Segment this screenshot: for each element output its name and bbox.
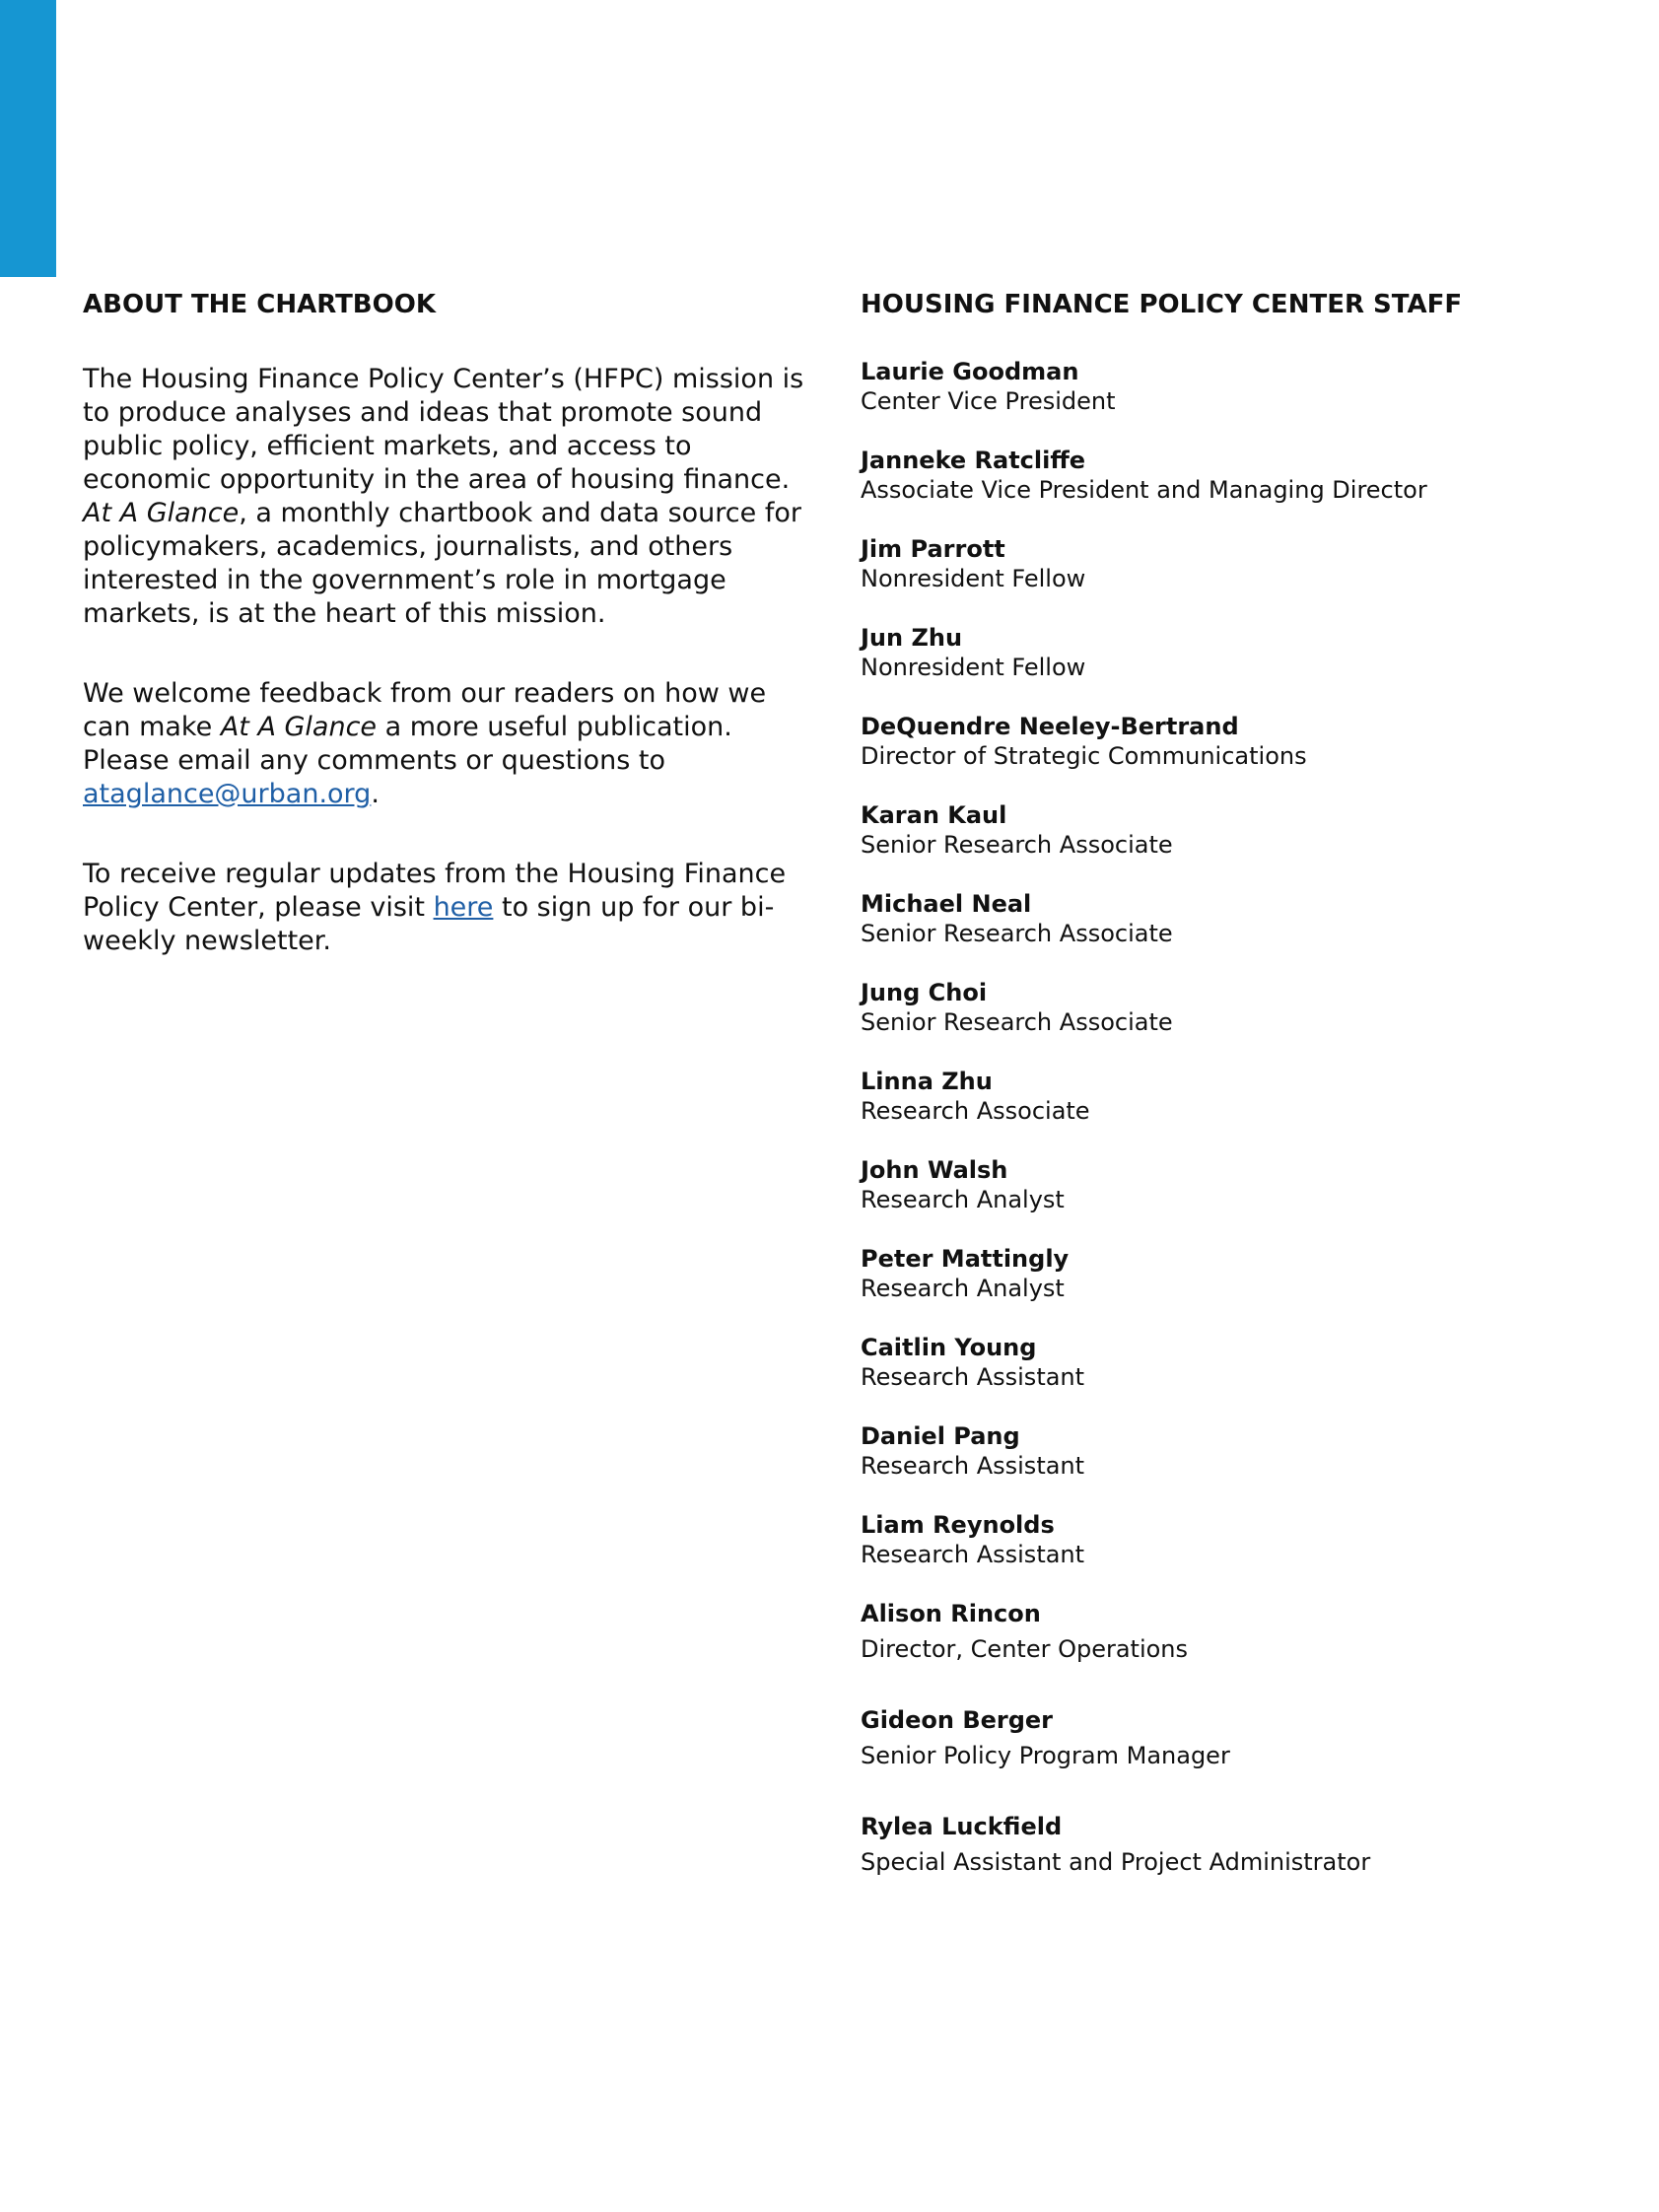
staff-title: Director, Center Operations	[861, 1635, 1189, 1663]
feedback-text-middle: a more useful publication. Please email any comments or questions to	[83, 712, 732, 776]
staff-name: Linna Zhu	[861, 1068, 993, 1095]
staff-name: Alison Rincon	[861, 1600, 1041, 1627]
staff-member	[861, 889, 1610, 978]
staff-member	[861, 1155, 1610, 1244]
about-paragraph-newsletter	[83, 858, 812, 958]
publication-name: At A Glance	[220, 712, 378, 742]
staff-member	[861, 446, 1610, 534]
staff-section	[861, 288, 1610, 1918]
staff-title: Special Assistant and Project Administrator	[861, 1848, 1371, 1876]
staff-name: Rylea Luckfield	[861, 1813, 1063, 1840]
staff-title: Center Vice President	[861, 387, 1116, 415]
staff-member	[861, 712, 1610, 800]
staff-name: Janneke Ratcliffe	[861, 447, 1086, 474]
staff-member	[861, 978, 1610, 1067]
staff-title: Research Analyst	[861, 1275, 1065, 1302]
staff-member	[861, 1333, 1610, 1421]
staff-name: Caitlin Young	[861, 1334, 1037, 1361]
staff-name: Jung Choi	[861, 979, 988, 1006]
staff-member	[861, 357, 1610, 446]
staff-name: Karan Kaul	[861, 801, 1007, 829]
staff-member	[861, 534, 1610, 623]
accent-bar	[0, 0, 56, 277]
staff-title: Research Assistant	[861, 1541, 1085, 1568]
staff-member	[861, 1599, 1610, 1705]
staff-title: Research Assistant	[861, 1452, 1085, 1480]
staff-name: Liam Reynolds	[861, 1511, 1055, 1539]
mission-text-end: , a monthly chartbook and data source for policymakers, academics, journalists, and others interested in the government’s role in mortgage markets, is at the heart of this mission.	[83, 498, 801, 629]
publication-name: At A Glance	[83, 498, 240, 528]
about-paragraph-mission	[83, 363, 812, 631]
staff-member	[861, 1705, 1610, 1812]
email-link[interactable]: ataglance@urban.org	[83, 779, 372, 809]
staff-title: Associate Vice President and Managing Director	[861, 476, 1427, 504]
staff-member	[861, 1510, 1610, 1599]
staff-member	[861, 1067, 1610, 1155]
staff-name: John Walsh	[861, 1156, 1008, 1184]
staff-title: Research Assistant	[861, 1363, 1085, 1391]
about-heading: ABOUT THE CHARTBOOK	[83, 290, 436, 319]
staff-list	[861, 357, 1610, 1918]
staff-name: Michael Neal	[861, 890, 1032, 918]
staff-heading: HOUSING FINANCE POLICY CENTER STAFF	[861, 290, 1463, 319]
feedback-text-end: .	[371, 779, 380, 809]
staff-title: Senior Research Associate	[861, 831, 1173, 859]
newsletter-signup-link[interactable]: here	[433, 892, 494, 923]
staff-title: Nonresident Fellow	[861, 654, 1086, 681]
staff-title: Director of Strategic Communications	[861, 742, 1307, 770]
staff-title: Research Analyst	[861, 1186, 1065, 1213]
staff-name: Jim Parrott	[861, 535, 1005, 563]
staff-title: Nonresident Fellow	[861, 565, 1086, 592]
newsletter-text-end: to sign up for our bi-weekly newsletter.	[83, 892, 775, 956]
staff-name: Jun Zhu	[861, 624, 963, 652]
mission-text-start: The Housing Finance Policy Center’s (HFPC) mission is to produce analyses and ideas that promote sound public policy, efficient markets, and access to economic opportunity in the area of housing finance.	[83, 364, 804, 495]
staff-member	[861, 1812, 1610, 1918]
staff-member	[861, 1244, 1610, 1333]
staff-name: DeQuendre Neeley-Bertrand	[861, 713, 1239, 740]
staff-name: Laurie Goodman	[861, 358, 1079, 385]
staff-member	[861, 1421, 1610, 1510]
feedback-text-start: We welcome feedback from our readers on how we can make	[83, 678, 767, 742]
staff-name: Daniel Pang	[861, 1422, 1020, 1450]
staff-title: Research Associate	[861, 1097, 1090, 1125]
staff-title: Senior Research Associate	[861, 920, 1173, 947]
staff-name: Gideon Berger	[861, 1706, 1054, 1734]
staff-title: Senior Policy Program Manager	[861, 1742, 1230, 1769]
staff-name: Peter Mattingly	[861, 1245, 1070, 1273]
newsletter-text-start: To receive regular updates from the Housing Finance Policy Center, please visit	[83, 859, 787, 923]
staff-member	[861, 623, 1610, 712]
staff-member	[861, 800, 1610, 889]
about-section	[83, 288, 812, 958]
staff-title: Senior Research Associate	[861, 1008, 1173, 1036]
about-paragraph-feedback	[83, 677, 812, 811]
